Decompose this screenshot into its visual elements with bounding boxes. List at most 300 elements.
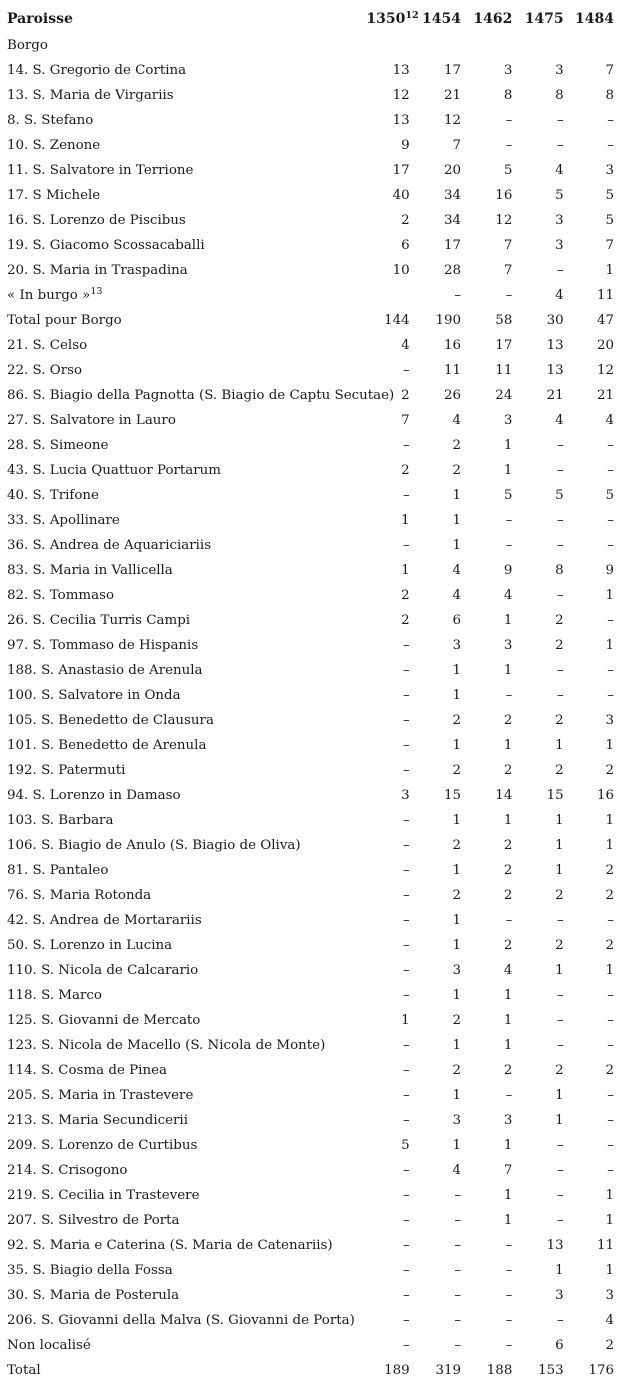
table-row bbox=[0, 1258, 621, 1283]
value-cell: 2 bbox=[503, 938, 513, 953]
value-cell: 3 bbox=[555, 213, 564, 228]
value-cell: 2 bbox=[452, 838, 462, 853]
value-cell: 1 bbox=[503, 1038, 513, 1053]
value-cell: 20 bbox=[443, 163, 462, 178]
parish-name: 83. S. Maria in Vallicella bbox=[7, 563, 173, 578]
value-cell: 7 bbox=[503, 1163, 513, 1178]
value-cell: – bbox=[556, 588, 564, 603]
value-cell: 2 bbox=[605, 938, 614, 953]
table-row bbox=[0, 883, 621, 908]
value-cell: 1 bbox=[452, 663, 462, 678]
value-cell: – bbox=[556, 1213, 564, 1228]
value-cell: 2 bbox=[605, 1338, 614, 1353]
value-cell: 4 bbox=[555, 288, 564, 303]
value-cell: – bbox=[402, 813, 410, 828]
value-cell: 1 bbox=[452, 938, 462, 953]
table-row bbox=[0, 1308, 621, 1333]
value-cell: 12 bbox=[495, 213, 513, 228]
value-cell: 21 bbox=[443, 88, 462, 103]
value-cell: 1 bbox=[452, 913, 462, 928]
value-cell: – bbox=[505, 138, 513, 153]
table-row bbox=[0, 683, 621, 708]
value-cell: 2 bbox=[401, 388, 410, 403]
table-row bbox=[0, 933, 621, 958]
value-cell: 2 bbox=[452, 1013, 462, 1028]
value-cell: 1 bbox=[503, 988, 513, 1003]
parish-name: Borgo bbox=[7, 38, 48, 53]
value-cell: – bbox=[607, 538, 614, 553]
parish-name: 21. S. Celso bbox=[7, 338, 88, 353]
value-cell bbox=[418, 33, 469, 58]
value-cell: 2 bbox=[401, 213, 410, 228]
value-cell: – bbox=[556, 463, 564, 478]
table-row bbox=[0, 333, 621, 358]
value-cell: 2 bbox=[401, 588, 410, 603]
value-cell: 1 bbox=[452, 738, 462, 753]
value-cell: 176 bbox=[588, 1363, 614, 1378]
value-cell: 3 bbox=[555, 1288, 564, 1303]
value-cell: 1 bbox=[605, 963, 614, 978]
table-row bbox=[0, 158, 621, 183]
value-cell: 2 bbox=[452, 763, 462, 778]
value-cell: 1 bbox=[605, 738, 614, 753]
value-cell: 1 bbox=[503, 738, 513, 753]
value-cell: – bbox=[505, 113, 513, 128]
table-row bbox=[0, 383, 621, 408]
value-cell: 2 bbox=[555, 713, 564, 728]
value-cell: – bbox=[556, 263, 564, 278]
value-cell: – bbox=[505, 1338, 513, 1353]
value-cell: – bbox=[402, 438, 410, 453]
table-row bbox=[0, 558, 621, 583]
table-row bbox=[0, 1008, 621, 1033]
parish-name: 82. S. Tommaso bbox=[7, 588, 115, 603]
value-cell: 12 bbox=[596, 363, 614, 378]
value-cell: 6 bbox=[452, 613, 462, 628]
table-row bbox=[0, 758, 621, 783]
table-row bbox=[0, 458, 621, 483]
parish-name: 17. S Michele bbox=[7, 188, 101, 203]
value-cell: – bbox=[556, 1313, 564, 1328]
value-cell: 2 bbox=[452, 888, 462, 903]
table-row bbox=[0, 1233, 621, 1258]
value-cell: – bbox=[402, 538, 410, 553]
parish-name: 103. S. Barbara bbox=[7, 813, 114, 828]
value-cell: 1 bbox=[555, 738, 564, 753]
value-cell: 58 bbox=[495, 313, 513, 328]
value-cell: 4 bbox=[452, 588, 462, 603]
value-cell: 3 bbox=[452, 1113, 462, 1128]
table-row bbox=[0, 833, 621, 858]
value-cell: 5 bbox=[605, 213, 614, 228]
value-cell: 2 bbox=[605, 863, 614, 878]
table-row bbox=[0, 133, 621, 158]
value-cell: – bbox=[607, 688, 614, 703]
value-cell: 2 bbox=[401, 463, 410, 478]
value-cell: 1 bbox=[452, 513, 462, 528]
parish-name: 40. S. Trifone bbox=[7, 488, 99, 503]
parish-name: 207. S. Silvestro de Porta bbox=[7, 1213, 180, 1228]
parish-name: 106. S. Biagio de Anulo (S. Biagio de Oliva) bbox=[7, 838, 301, 853]
table-row bbox=[0, 358, 621, 383]
value-cell: 8 bbox=[555, 563, 564, 578]
table-row bbox=[0, 908, 621, 933]
parish-name: 188. S. Anastasio de Arenula bbox=[7, 663, 203, 678]
value-cell bbox=[366, 33, 417, 58]
value-cell: – bbox=[402, 688, 410, 703]
value-cell: 4 bbox=[555, 163, 564, 178]
value-cell: 3 bbox=[605, 1288, 614, 1303]
parish-name: 205. S. Maria in Trastevere bbox=[7, 1088, 194, 1103]
value-cell: 319 bbox=[435, 1363, 462, 1378]
value-cell: – bbox=[402, 1288, 410, 1303]
parish-name: 10. S. Zenone bbox=[7, 138, 101, 153]
value-cell: 24 bbox=[495, 388, 513, 403]
value-cell: – bbox=[607, 988, 614, 1003]
value-cell: 6 bbox=[401, 238, 410, 253]
table-row bbox=[0, 58, 621, 83]
value-cell: – bbox=[505, 513, 513, 528]
table-row bbox=[0, 658, 621, 683]
value-cell: 17 bbox=[392, 163, 410, 178]
parish-name: 16. S. Lorenzo de Piscibus bbox=[7, 213, 186, 228]
parish-name: 50. S. Lorenzo in Lucina bbox=[7, 938, 173, 953]
value-cell: 1 bbox=[503, 1013, 513, 1028]
value-cell: – bbox=[454, 1338, 462, 1353]
value-cell: – bbox=[607, 513, 614, 528]
value-cell: – bbox=[556, 1138, 564, 1153]
value-cell: 2 bbox=[555, 1063, 564, 1078]
value-cell: 2 bbox=[503, 763, 513, 778]
value-cell: 7 bbox=[605, 238, 614, 253]
value-cell: 3 bbox=[555, 63, 564, 78]
value-cell: 2 bbox=[401, 613, 410, 628]
value-cell: 20 bbox=[596, 338, 614, 353]
value-cell: – bbox=[402, 913, 410, 928]
parish-name: 97. S. Tommaso de Hispanis bbox=[7, 638, 199, 653]
parish-name: 30. S. Maria de Posterula bbox=[7, 1288, 180, 1303]
value-cell: 17 bbox=[443, 63, 462, 78]
value-cell bbox=[572, 33, 621, 58]
table-row bbox=[0, 483, 621, 508]
value-cell: – bbox=[556, 913, 564, 928]
value-cell: 1 bbox=[401, 1013, 410, 1028]
value-cell bbox=[366, 283, 417, 308]
value-cell: 9 bbox=[605, 563, 614, 578]
table-row bbox=[0, 808, 621, 833]
value-cell: 1 bbox=[555, 813, 564, 828]
table-row bbox=[0, 233, 621, 258]
value-cell: – bbox=[505, 288, 513, 303]
parish-name: 214. S. Crisogono bbox=[7, 1163, 128, 1178]
value-cell: 1 bbox=[503, 1188, 513, 1203]
parish-name: 219. S. Cecilia in Trastevere bbox=[7, 1188, 200, 1203]
value-cell: 13 bbox=[546, 338, 564, 353]
value-cell: 2 bbox=[452, 713, 462, 728]
value-cell: 28 bbox=[443, 263, 462, 278]
value-cell: 15 bbox=[443, 788, 462, 803]
table-row bbox=[0, 1183, 621, 1208]
value-cell: 1 bbox=[503, 1213, 513, 1228]
value-cell: – bbox=[402, 938, 410, 953]
value-cell: 7 bbox=[503, 263, 513, 278]
value-cell: – bbox=[402, 363, 410, 378]
value-cell: 1 bbox=[503, 463, 513, 478]
header-row bbox=[0, 6, 621, 33]
value-cell: 9 bbox=[503, 563, 513, 578]
value-cell: – bbox=[454, 1213, 462, 1228]
value-cell: 3 bbox=[605, 713, 614, 728]
value-cell: 1 bbox=[452, 863, 462, 878]
value-cell: 21 bbox=[596, 388, 614, 403]
value-cell: 8 bbox=[503, 88, 513, 103]
value-cell: 40 bbox=[392, 188, 410, 203]
value-cell: – bbox=[454, 1288, 462, 1303]
value-cell: – bbox=[402, 663, 410, 678]
value-cell: 2 bbox=[605, 888, 614, 903]
value-cell: – bbox=[505, 1313, 513, 1328]
header-paroisse: Paroisse bbox=[7, 11, 73, 27]
value-cell: 2 bbox=[503, 713, 513, 728]
table-row bbox=[0, 308, 621, 333]
value-cell: 1 bbox=[555, 863, 564, 878]
value-cell: 10 bbox=[392, 263, 410, 278]
value-cell: 1 bbox=[605, 1263, 614, 1278]
value-cell: – bbox=[556, 1013, 564, 1028]
value-cell: 1 bbox=[605, 838, 614, 853]
value-cell: 1 bbox=[452, 1088, 462, 1103]
value-cell: 4 bbox=[503, 588, 513, 603]
header-year: 1462 bbox=[473, 11, 513, 27]
value-cell: 11 bbox=[495, 363, 513, 378]
value-cell: 12 bbox=[392, 88, 410, 103]
value-cell: 2 bbox=[605, 1063, 614, 1078]
value-cell: – bbox=[607, 138, 614, 153]
table-row bbox=[0, 1058, 621, 1083]
value-cell: – bbox=[402, 488, 410, 503]
table-row bbox=[0, 1033, 621, 1058]
value-cell: 1 bbox=[401, 563, 410, 578]
value-cell: 21 bbox=[546, 388, 564, 403]
value-cell: 3 bbox=[555, 238, 564, 253]
value-cell: 2 bbox=[503, 888, 513, 903]
header-year: 1475 bbox=[524, 11, 564, 27]
value-cell: – bbox=[454, 1238, 462, 1253]
value-cell: – bbox=[607, 1088, 614, 1103]
value-cell: 15 bbox=[546, 788, 564, 803]
value-cell: 3 bbox=[503, 413, 513, 428]
value-cell: – bbox=[607, 113, 614, 128]
value-cell: 1 bbox=[452, 813, 462, 828]
parish-name: 125. S. Giovanni de Mercato bbox=[7, 1013, 201, 1028]
value-cell: – bbox=[556, 538, 564, 553]
value-cell: 12 bbox=[443, 113, 462, 128]
value-cell: 3 bbox=[401, 788, 410, 803]
parish-name: 114. S. Cosma de Pinea bbox=[7, 1063, 167, 1078]
value-cell: 1 bbox=[452, 1138, 462, 1153]
parish-name: 22. S. Orso bbox=[7, 363, 83, 378]
value-cell: – bbox=[402, 638, 410, 653]
value-cell: 3 bbox=[452, 963, 462, 978]
value-cell: – bbox=[607, 663, 614, 678]
value-cell: – bbox=[505, 1238, 513, 1253]
footnote-ref: 12 bbox=[405, 10, 419, 21]
value-cell: 4 bbox=[605, 1313, 614, 1328]
value-cell: – bbox=[402, 1088, 410, 1103]
value-cell: – bbox=[556, 988, 564, 1003]
value-cell: 5 bbox=[555, 188, 564, 203]
value-cell: – bbox=[402, 963, 410, 978]
value-cell: – bbox=[402, 1188, 410, 1203]
parish-name: 42. S. Andrea de Mortarariis bbox=[7, 913, 202, 928]
value-cell: 1 bbox=[503, 663, 513, 678]
table-row bbox=[0, 183, 621, 208]
value-cell: 4 bbox=[401, 338, 410, 353]
value-cell: 7 bbox=[452, 138, 462, 153]
table-row bbox=[0, 1358, 621, 1383]
value-cell: – bbox=[556, 438, 564, 453]
value-cell: – bbox=[556, 1038, 564, 1053]
table-row bbox=[0, 258, 621, 283]
value-cell: – bbox=[607, 1113, 614, 1128]
value-cell: 4 bbox=[503, 963, 513, 978]
value-cell: 2 bbox=[555, 938, 564, 953]
value-cell: 153 bbox=[538, 1363, 564, 1378]
value-cell: 1 bbox=[452, 688, 462, 703]
parish-name: 28. S. Simeone bbox=[7, 438, 109, 453]
parish-name: 105. S. Benedetto de Clausura bbox=[7, 713, 214, 728]
value-cell: – bbox=[402, 1238, 410, 1253]
header-year: 1454 bbox=[422, 11, 462, 27]
parish-table bbox=[0, 6, 621, 1383]
value-cell: 5 bbox=[503, 163, 513, 178]
table-row bbox=[0, 1133, 621, 1158]
value-cell: 2 bbox=[452, 463, 462, 478]
parish-name: 86. S. Biagio della Pagnotta (S. Biagio de Captu Secutae) bbox=[7, 388, 395, 403]
value-cell: 30 bbox=[546, 313, 564, 328]
parish-name: 11. S. Salvatore in Terrione bbox=[7, 163, 194, 178]
parish-name: 123. S. Nicola de Macello (S. Nicola de Monte) bbox=[7, 1038, 326, 1053]
value-cell: 188 bbox=[486, 1363, 513, 1378]
table-row bbox=[0, 983, 621, 1008]
parish-name: 213. S. Maria Secundicerii bbox=[7, 1113, 188, 1128]
value-cell: 5 bbox=[555, 488, 564, 503]
table-row bbox=[0, 633, 621, 658]
value-cell: 2 bbox=[605, 763, 614, 778]
value-cell: 16 bbox=[495, 188, 513, 203]
value-cell: 4 bbox=[605, 413, 614, 428]
parish-name: 26. S. Cecilia Turris Campi bbox=[7, 613, 191, 628]
value-cell: 11 bbox=[443, 363, 462, 378]
parish-name: 192. S. Patermuti bbox=[7, 763, 126, 778]
value-cell: 1 bbox=[555, 1088, 564, 1103]
parish-name: Total pour Borgo bbox=[7, 313, 122, 328]
value-cell: 2 bbox=[555, 613, 564, 628]
value-cell: – bbox=[505, 1288, 513, 1303]
value-cell: – bbox=[607, 1138, 614, 1153]
table-row bbox=[0, 1108, 621, 1133]
value-cell: 2 bbox=[555, 638, 564, 653]
value-cell: 4 bbox=[555, 413, 564, 428]
value-cell: – bbox=[402, 738, 410, 753]
value-cell: 17 bbox=[443, 238, 462, 253]
value-cell: 1 bbox=[452, 538, 462, 553]
value-cell: – bbox=[607, 463, 614, 478]
value-cell: 16 bbox=[596, 788, 614, 803]
parish-name: 14. S. Gregorio de Cortina bbox=[7, 63, 187, 78]
value-cell: – bbox=[607, 913, 614, 928]
value-cell: – bbox=[402, 763, 410, 778]
table-row bbox=[0, 583, 621, 608]
value-cell: 2 bbox=[555, 888, 564, 903]
value-cell: 16 bbox=[443, 338, 462, 353]
value-cell: 1 bbox=[555, 1113, 564, 1128]
table-row bbox=[0, 283, 621, 308]
parish-name: 100. S. Salvatore in Onda bbox=[7, 688, 181, 703]
value-cell: 8 bbox=[555, 88, 564, 103]
footnote-ref: 13 bbox=[90, 286, 103, 297]
value-cell: 4 bbox=[452, 1163, 462, 1178]
value-cell bbox=[469, 33, 520, 58]
value-cell: 2 bbox=[503, 1063, 513, 1078]
value-cell: – bbox=[402, 1338, 410, 1353]
value-cell: – bbox=[556, 663, 564, 678]
value-cell: 1 bbox=[452, 1038, 462, 1053]
table-row bbox=[0, 1208, 621, 1233]
value-cell: 13 bbox=[546, 1238, 564, 1253]
value-cell: 9 bbox=[401, 138, 410, 153]
parish-name: 36. S. Andrea de Aquariciariis bbox=[7, 538, 212, 553]
table-row bbox=[0, 1083, 621, 1108]
value-cell: 7 bbox=[401, 413, 410, 428]
value-cell: – bbox=[556, 113, 564, 128]
value-cell: 2 bbox=[452, 438, 462, 453]
value-cell bbox=[520, 33, 571, 58]
value-cell: 5 bbox=[605, 488, 614, 503]
value-cell: – bbox=[607, 1013, 614, 1028]
parish-name: 33. S. Apollinare bbox=[7, 513, 120, 528]
value-cell: – bbox=[607, 1038, 614, 1053]
value-cell: – bbox=[607, 438, 614, 453]
value-cell: 6 bbox=[555, 1338, 564, 1353]
value-cell: – bbox=[454, 1188, 462, 1203]
table-row bbox=[0, 608, 621, 633]
value-cell: 4 bbox=[452, 413, 462, 428]
value-cell: 13 bbox=[546, 363, 564, 378]
value-cell: 11 bbox=[596, 1238, 614, 1253]
parish-name: 35. S. Biagio della Fossa bbox=[7, 1263, 173, 1278]
value-cell: – bbox=[556, 513, 564, 528]
parish-name: 76. S. Maria Rotonda bbox=[7, 888, 152, 903]
parish-name: 8. S. Stefano bbox=[7, 113, 94, 128]
value-cell: 189 bbox=[384, 1363, 410, 1378]
value-cell: 13 bbox=[392, 113, 410, 128]
value-cell: – bbox=[556, 1163, 564, 1178]
header-year: 1484 bbox=[575, 11, 614, 27]
value-cell: 1 bbox=[503, 613, 513, 628]
value-cell: 2 bbox=[555, 763, 564, 778]
parish-name: 101. S. Benedetto de Arenula bbox=[7, 738, 207, 753]
table-body bbox=[0, 33, 621, 1383]
value-cell: 1 bbox=[605, 1188, 614, 1203]
value-cell: 4 bbox=[452, 563, 462, 578]
value-cell: – bbox=[505, 688, 513, 703]
table-row bbox=[0, 708, 621, 733]
value-cell: – bbox=[505, 1088, 513, 1103]
value-cell: 1 bbox=[555, 838, 564, 853]
value-cell: – bbox=[556, 1188, 564, 1203]
value-cell: 1 bbox=[401, 513, 410, 528]
